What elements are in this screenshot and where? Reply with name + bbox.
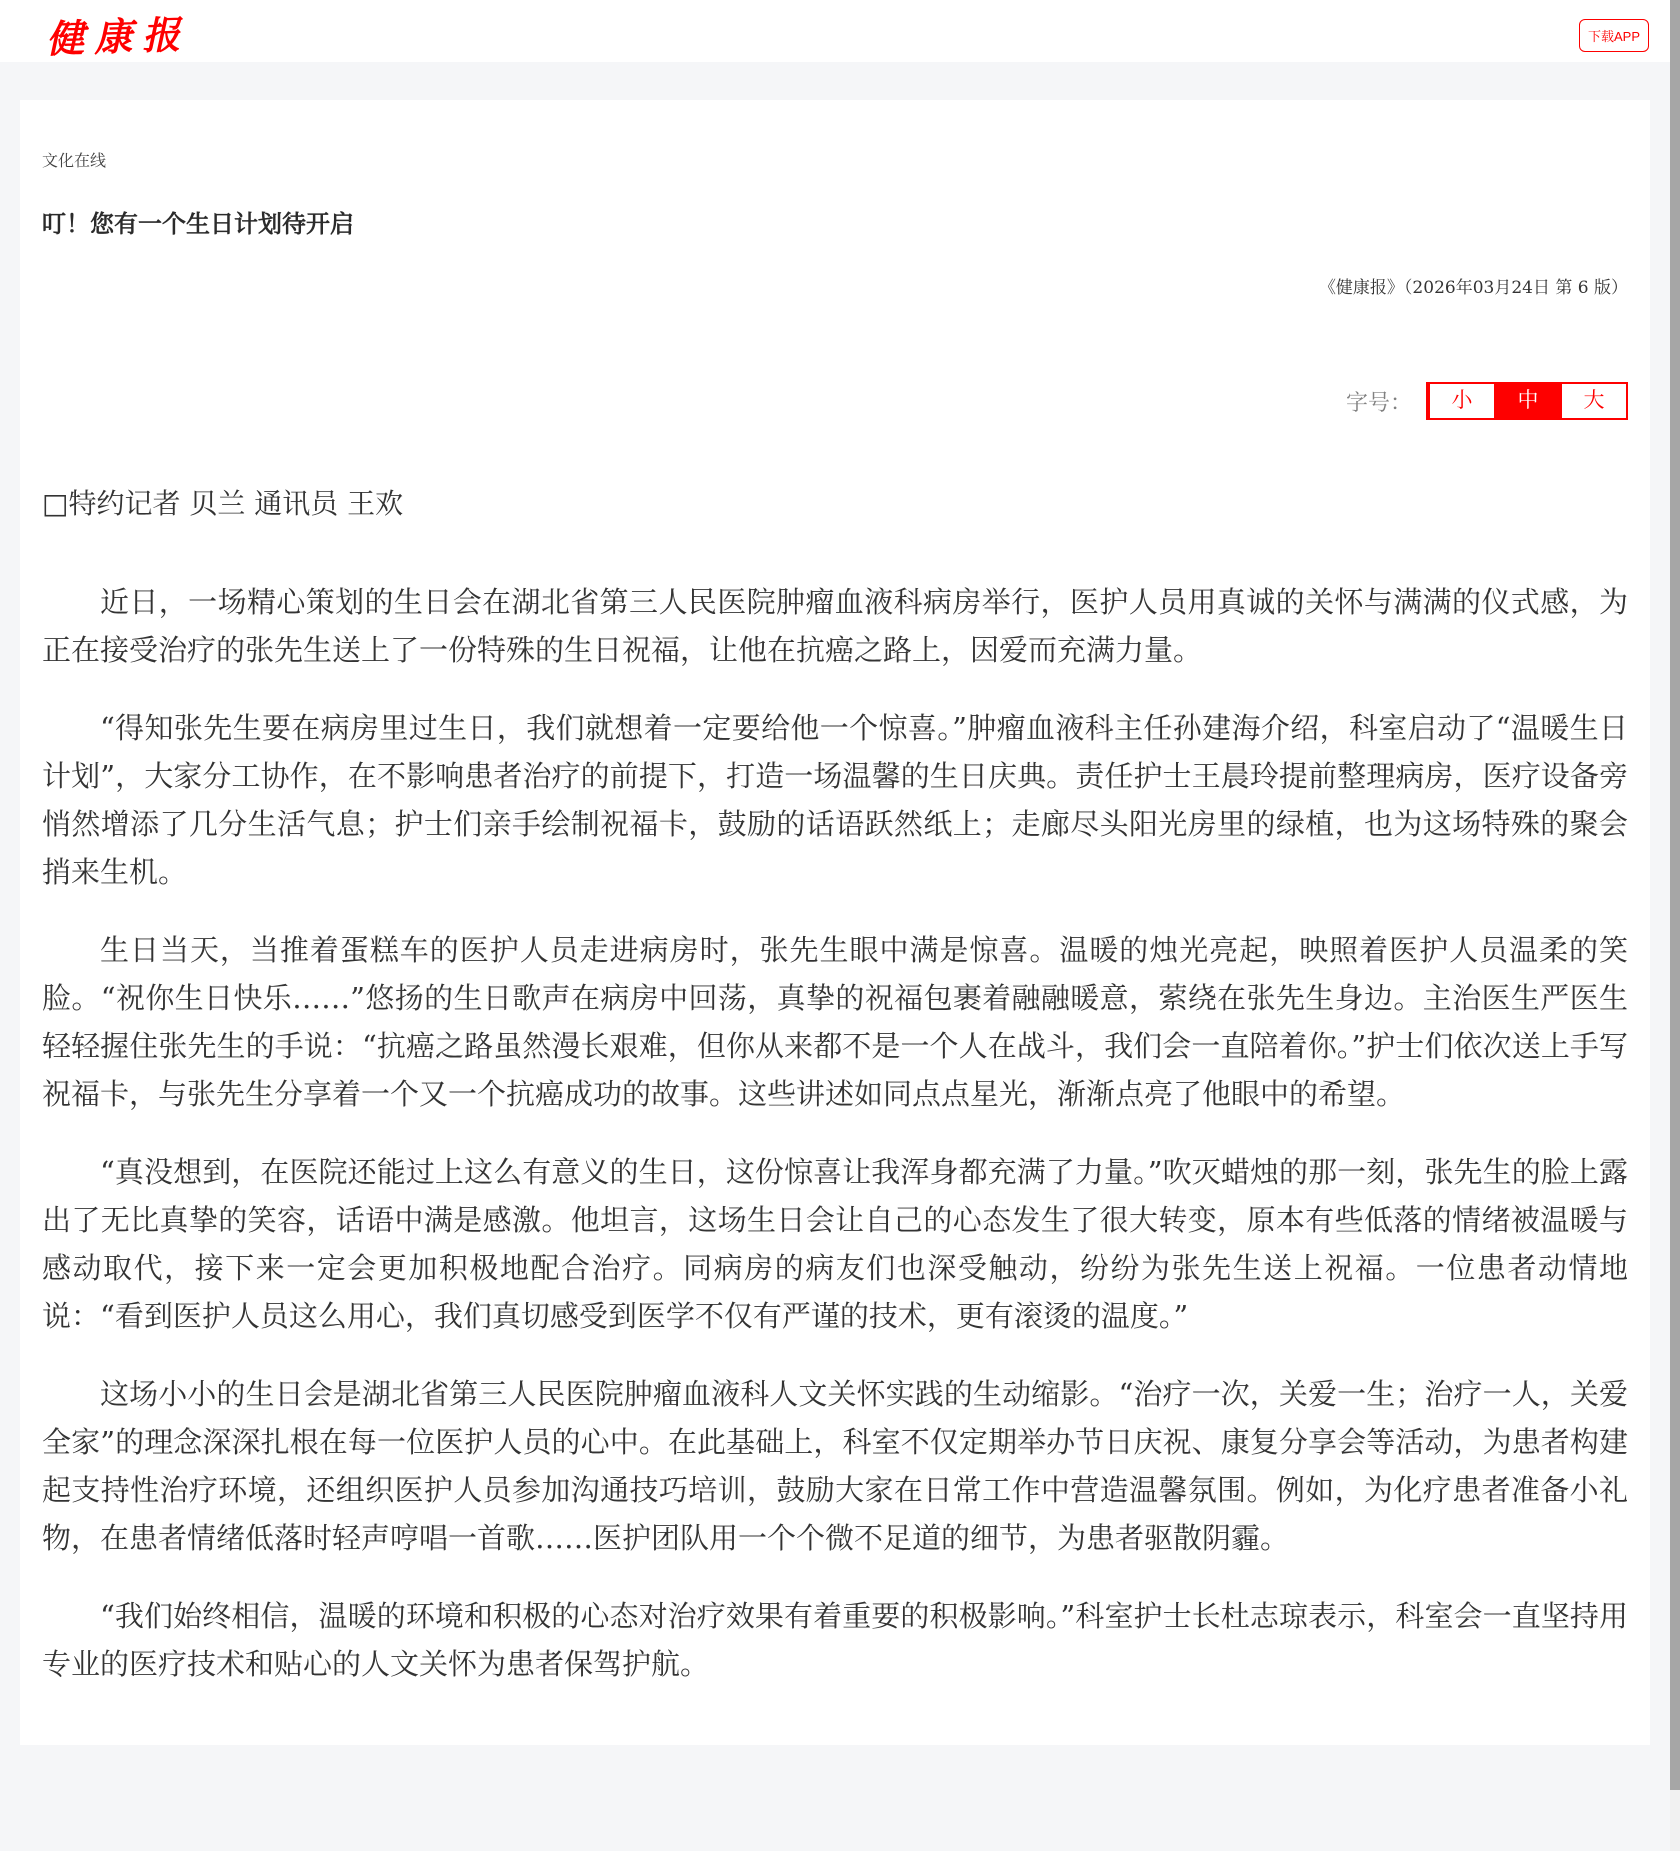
scrollbar[interactable] bbox=[1670, 0, 1680, 1851]
byline: □特约记者 贝兰 通讯员 王欢 bbox=[42, 487, 404, 520]
font-size-options bbox=[1426, 382, 1628, 420]
article-source: 《健康报》（2026年03月24日 第 6 版） bbox=[1318, 278, 1628, 298]
article-title: 叮！您有一个生日计划待开启 bbox=[42, 211, 354, 238]
article-card bbox=[20, 100, 1650, 1745]
paragraph: 这场小小的生日会是湖北省第三人民医院肿瘤血液科人文关怀实践的生动缩影。“治疗一次，关爱一生；治疗一人，关爱全家”的理念深深扎根在每一位医护人员的心中。在此基础上，科室不仅定期举办节日庆祝、康复分享会等活动，为患者构建起支持性治疗环境，还组织医护人员参加沟通技巧培训，鼓励大家在日常工作中营造温馨氛围。例如，为化疗患者准备小礼物，在患者情绪低落时轻声哼唱一首歌……医护团队用一个个微不足道的细节，为患者驱散阴霾。 bbox=[42, 1377, 1628, 1555]
scrollbar-thumb[interactable] bbox=[1670, 0, 1680, 1790]
download-app-button[interactable]: 下载APP bbox=[1579, 19, 1649, 52]
paragraph: 近日，一场精心策划的生日会在湖北省第三人民医院肿瘤血液科病房举行，医护人员用真诚的关怀与满满的仪式感，为正在接受治疗的张先生送上了一份特殊的生日祝福，让他在抗癌之路上，因爱而充满力量。 bbox=[42, 585, 1628, 667]
font-size-control bbox=[42, 382, 1628, 420]
font-size-option[interactable]: 大 bbox=[1560, 384, 1626, 418]
category-label[interactable]: 文化在线 bbox=[42, 153, 107, 170]
font-size-option[interactable]: 小 bbox=[1428, 384, 1494, 418]
paragraph: “真没想到，在医院还能过上这么有意义的生日，这份惊喜让我浑身都充满了力量。”吹灭蜡烛的那一刻，张先生的脸上露出了无比真挚的笑容，话语中满是感激。他坦言，这场生日会让自己的心态发生了很大转变，原本有些低落的情绪被温暖与感动取代，接下来一定会更加积极地配合治疗。同病房的病友们也深受触动，纷纷为张先生送上祝福。一位患者动情地说：“看到医护人员这么用心，我们真切感受到医学不仅有严谨的技术，更有滚烫的温度。” bbox=[42, 1155, 1628, 1333]
site-logo[interactable]: 健康报 bbox=[45, 11, 191, 62]
font-size-option[interactable]: 中 bbox=[1494, 384, 1560, 418]
paragraph: “得知张先生要在病房里过生日，我们就想着一定要给他一个惊喜。”肿瘤血液科主任孙建海介绍，科室启动了“温暖生日计划”，大家分工协作，在不影响患者治疗的前提下，打造一场温馨的生日庆典。责任护士王晨玲提前整理病房，医疗设备旁悄然增添了几分生活气息；护士们亲手绘制祝福卡，鼓励的话语跃然纸上；走廊尽头阳光房里的绿植，也为这场特殊的聚会捎来生机。 bbox=[42, 711, 1628, 889]
site-header bbox=[0, 0, 1680, 62]
font-size-label: 字号： bbox=[1345, 389, 1412, 415]
article-body bbox=[42, 578, 1628, 1688]
paragraph: 生日当天，当推着蛋糕车的医护人员走进病房时，张先生眼中满是惊喜。温暖的烛光亮起，映照着医护人员温柔的笑脸。“祝你生日快乐……”悠扬的生日歌声在病房中回荡，真挚的祝福包裹着融融暖意，萦绕在张先生身边。主治医生严医生轻轻握住张先生的手说：“抗癌之路虽然漫长艰难，但你从来都不是一个人在战斗，我们会一直陪着你。”护士们依次送上手写祝福卡，与张先生分享着一个又一个抗癌成功的故事。这些讲述如同点点星光，渐渐点亮了他眼中的希望。 bbox=[42, 933, 1628, 1111]
paragraph: “我们始终相信，温暖的环境和积极的心态对治疗效果有着重要的积极影响。”科室护士长杜志琼表示，科室会一直坚持用专业的医疗技术和贴心的人文关怀为患者保驾护航。 bbox=[42, 1599, 1628, 1681]
